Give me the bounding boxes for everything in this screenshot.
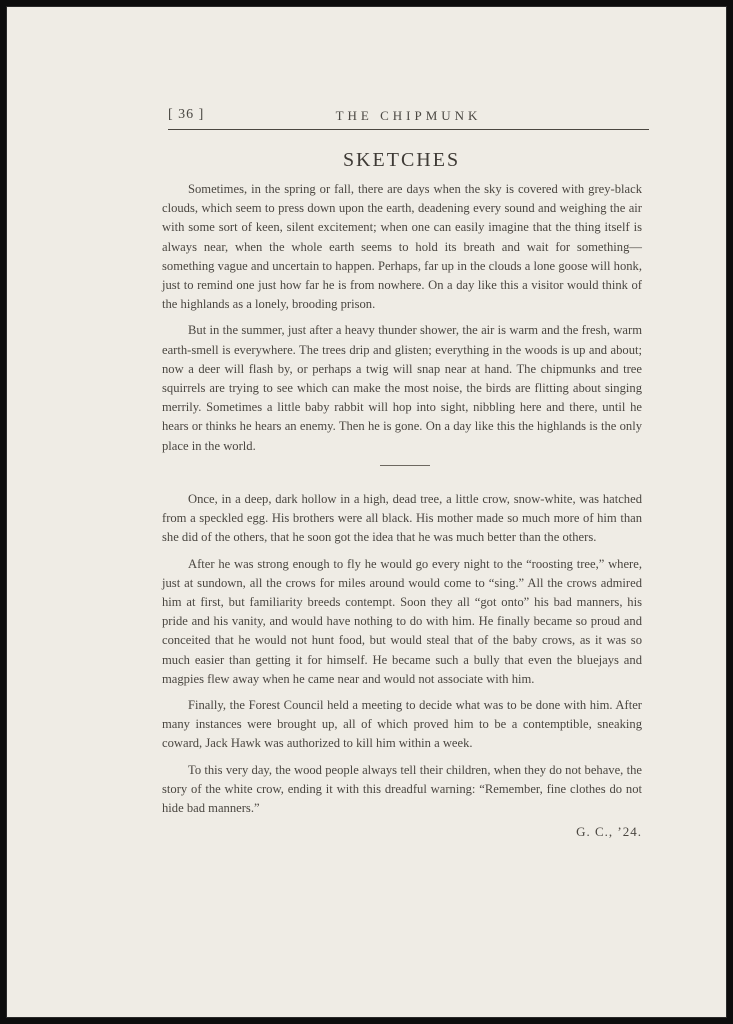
running-title: THE CHIPMUNK (335, 108, 482, 123)
sketch-two (162, 490, 642, 825)
paragraph: Finally, the Forest Council held a meeting to decide what was to be done with him. After many instances were brought up, all of which proved him to be a contemptible, sneaking coward, Jack Hawk was authorized to kill him within a week. (162, 698, 642, 751)
page-number: [ 36 ] (168, 107, 205, 122)
paragraph: Sometimes, in the spring or fall, there are days when the sky is covered with grey-black clouds, which seem to press down upon the earth, deadening every sound and weighing the air with some sort of keen, silent excitement; when one can easily imagine that the thing itself is always near, when the whole earth seems to hold its breath and wait for something—something vague and uncertain to happen. Perhaps, far up in the clouds a lone goose will honk, just to remind one just how far he is from nowhere. On a day like this a visitor would think of the highlands as a lonely, brooding prison. (162, 182, 642, 312)
paragraph: After he was strong enough to fly he would go every night to the “roosting tree,” where, just at sundown, all the crows for miles around would come to “sing.” All the crows admired him at first, but familiarity breeds contempt. Soon they all “got onto” his bad manners, his pride and his vanity, and would have nothing to do with him. He finally became so proud and conceited that he would not hunt food, but would steal that of the baby crows, as it was so much easier than getting it for himself. He became such a bully that even the bluejays and magpies flew away when he came near and would not associate with him. (162, 556, 642, 686)
section-divider (380, 465, 430, 466)
paragraph: To this very day, the wood people always tell their children, when they do not behave, the story of the white crow, ending it with this dreadful warning: “Remember, fine clothes do not hide bad manners.” (162, 762, 642, 816)
page-header (168, 107, 649, 130)
paragraph: Once, in a deep, dark hollow in a high, dead tree, a little crow, snow-white, was hatched from a speckled egg. His brothers were all black. His mother made so much more of him than she did of the others, that he soon got the idea that he was much better than the others. (162, 492, 642, 545)
article-title: SKETCHES (342, 149, 461, 171)
author-signature: G. C., ’24. (576, 824, 642, 839)
sketch-one (162, 180, 642, 463)
paragraph: But in the summer, just after a heavy thunder shower, the air is warm and the fresh, warm earth-smell is everywhere. The trees drip and glisten; everything in the woods is up and about; now a deer will flash by, or perhaps a twig will snap near at hand. The chipmunks and tree squirrels are trying to see which can make the most noise, the birds are flitting about singing merrily. Sometimes a little baby rabbit will hop into sight, nibbling here and there, until he hears or thinks he hears an enemy. Then he is gone. On a day like this the highlands is the only place in the world. (162, 323, 642, 453)
